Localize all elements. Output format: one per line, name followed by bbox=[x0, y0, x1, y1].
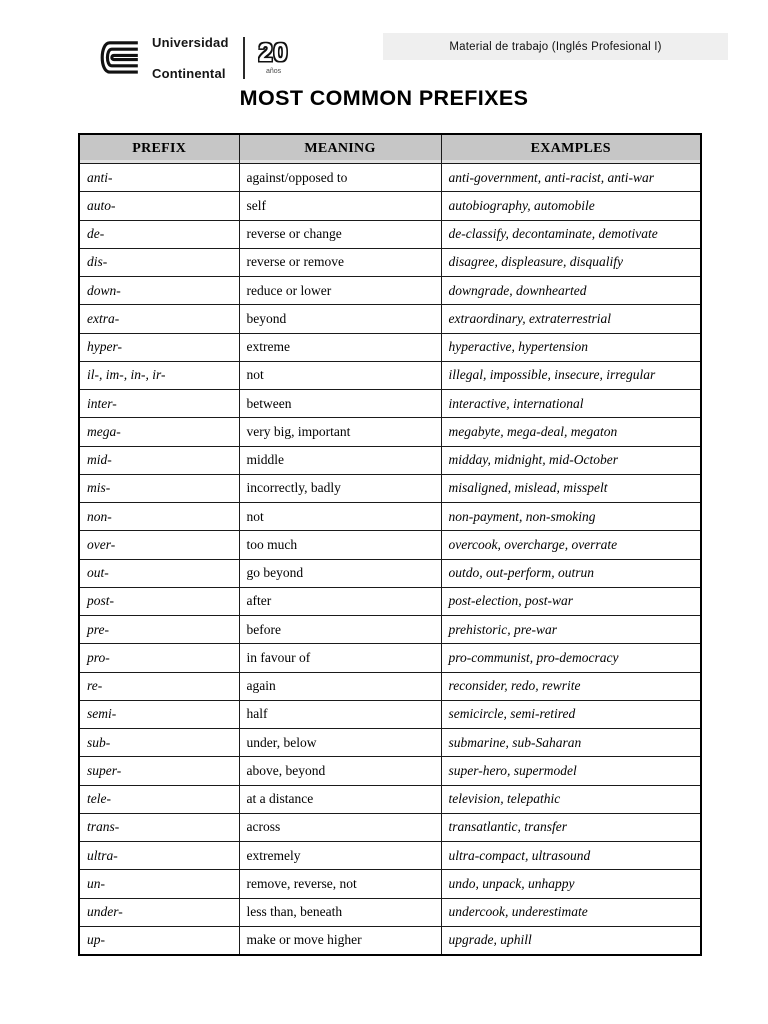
meaning-cell: extremely bbox=[239, 842, 441, 870]
meaning-cell: against/opposed to bbox=[239, 164, 441, 192]
examples-cell: downgrade, downhearted bbox=[441, 277, 701, 305]
meaning-cell: before bbox=[239, 616, 441, 644]
examples-cell: interactive, international bbox=[441, 390, 701, 418]
table-row bbox=[79, 531, 701, 559]
examples-cell: undo, unpack, unhappy bbox=[441, 870, 701, 898]
examples-cell: ultra-compact, ultrasound bbox=[441, 842, 701, 870]
meaning-cell: extreme bbox=[239, 333, 441, 361]
column-header-prefix: PREFIX bbox=[79, 134, 239, 164]
table-row bbox=[79, 390, 701, 418]
table-row bbox=[79, 616, 701, 644]
prefix-cell: hyper- bbox=[79, 333, 239, 361]
anniversary-20-logo bbox=[259, 41, 289, 75]
table-header bbox=[79, 134, 701, 164]
examples-cell: hyperactive, hypertension bbox=[441, 333, 701, 361]
prefix-cell: up- bbox=[79, 926, 239, 955]
university-name-line2: Continental bbox=[152, 65, 226, 81]
meaning-cell: above, beyond bbox=[239, 757, 441, 785]
prefix-cell: mega- bbox=[79, 418, 239, 446]
anniversary-number: 20 bbox=[258, 39, 289, 67]
meaning-cell: not bbox=[239, 503, 441, 531]
table-row bbox=[79, 842, 701, 870]
meaning-cell: reduce or lower bbox=[239, 277, 441, 305]
prefix-cell: trans- bbox=[79, 813, 239, 841]
table-row bbox=[79, 870, 701, 898]
meaning-cell: between bbox=[239, 390, 441, 418]
meaning-cell: make or move higher bbox=[239, 926, 441, 955]
column-header-meaning: MEANING bbox=[239, 134, 441, 164]
prefix-cell: over- bbox=[79, 531, 239, 559]
prefix-cell: un- bbox=[79, 870, 239, 898]
prefix-cell: tele- bbox=[79, 785, 239, 813]
table-row bbox=[79, 729, 701, 757]
examples-cell: extraordinary, extraterrestrial bbox=[441, 305, 701, 333]
prefix-cell: pro- bbox=[79, 644, 239, 672]
examples-cell: anti-government, anti-racist, anti-war bbox=[441, 164, 701, 192]
meaning-cell: remove, reverse, not bbox=[239, 870, 441, 898]
prefix-cell: down- bbox=[79, 277, 239, 305]
examples-cell: television, telepathic bbox=[441, 785, 701, 813]
prefix-cell: inter- bbox=[79, 390, 239, 418]
prefix-cell: anti- bbox=[79, 164, 239, 192]
meaning-cell: half bbox=[239, 700, 441, 728]
examples-cell: semicircle, semi-retired bbox=[441, 700, 701, 728]
examples-cell: midday, midnight, mid-October bbox=[441, 446, 701, 474]
prefix-cell: post- bbox=[79, 587, 239, 615]
examples-cell: de-classify, decontaminate, demotivate bbox=[441, 220, 701, 248]
prefix-cell: re- bbox=[79, 672, 239, 700]
prefixes-table bbox=[78, 133, 702, 956]
meaning-cell: middle bbox=[239, 446, 441, 474]
table-row bbox=[79, 757, 701, 785]
prefix-cell: auto- bbox=[79, 192, 239, 220]
prefix-cell: pre- bbox=[79, 616, 239, 644]
table-row bbox=[79, 192, 701, 220]
examples-cell: misaligned, mislead, misspelt bbox=[441, 474, 701, 502]
prefix-cell: out- bbox=[79, 559, 239, 587]
table-row bbox=[79, 587, 701, 615]
examples-cell: super-hero, supermodel bbox=[441, 757, 701, 785]
meaning-cell: across bbox=[239, 813, 441, 841]
prefix-cell: de- bbox=[79, 220, 239, 248]
continental-c-logo-icon bbox=[94, 39, 142, 77]
prefix-cell: super- bbox=[79, 757, 239, 785]
prefix-cell: mid- bbox=[79, 446, 239, 474]
table-row bbox=[79, 785, 701, 813]
table-row bbox=[79, 164, 701, 192]
table-row bbox=[79, 474, 701, 502]
prefix-cell: sub- bbox=[79, 729, 239, 757]
table-row bbox=[79, 418, 701, 446]
brand-divider bbox=[243, 37, 245, 79]
examples-cell: outdo, out-perform, outrun bbox=[441, 559, 701, 587]
examples-cell: disagree, displeasure, disqualify bbox=[441, 248, 701, 276]
table-row bbox=[79, 644, 701, 672]
examples-cell: upgrade, uphill bbox=[441, 926, 701, 955]
table-row bbox=[79, 220, 701, 248]
examples-cell: megabyte, mega-deal, megaton bbox=[441, 418, 701, 446]
meaning-cell: under, below bbox=[239, 729, 441, 757]
university-name bbox=[152, 35, 229, 81]
column-header-examples: EXAMPLES bbox=[441, 134, 701, 164]
meaning-cell: incorrectly, badly bbox=[239, 474, 441, 502]
table-row bbox=[79, 813, 701, 841]
examples-cell: illegal, impossible, insecure, irregular bbox=[441, 361, 701, 389]
prefix-cell: non- bbox=[79, 503, 239, 531]
meaning-cell: too much bbox=[239, 531, 441, 559]
meaning-cell: again bbox=[239, 672, 441, 700]
prefix-cell: semi- bbox=[79, 700, 239, 728]
table-row bbox=[79, 898, 701, 926]
table-row bbox=[79, 559, 701, 587]
examples-cell: overcook, overcharge, overrate bbox=[441, 531, 701, 559]
university-name-line1: Universidad bbox=[152, 35, 229, 50]
meaning-cell: less than, beneath bbox=[239, 898, 441, 926]
page-title: MOST COMMON PREFIXES bbox=[239, 86, 529, 110]
prefix-cell: il-, im-, in-, ir- bbox=[79, 361, 239, 389]
table-row bbox=[79, 277, 701, 305]
prefix-cell: dis- bbox=[79, 248, 239, 276]
prefix-table-body bbox=[79, 164, 701, 956]
table-row bbox=[79, 672, 701, 700]
examples-cell: transatlantic, transfer bbox=[441, 813, 701, 841]
meaning-cell: go beyond bbox=[239, 559, 441, 587]
prefix-cell: under- bbox=[79, 898, 239, 926]
examples-cell: pro-communist, pro-democracy bbox=[441, 644, 701, 672]
meaning-cell: beyond bbox=[239, 305, 441, 333]
table-row bbox=[79, 446, 701, 474]
table-row bbox=[79, 248, 701, 276]
meaning-cell: after bbox=[239, 587, 441, 615]
meaning-cell: very big, important bbox=[239, 418, 441, 446]
meaning-cell: reverse or change bbox=[239, 220, 441, 248]
examples-cell: autobiography, automobile bbox=[441, 192, 701, 220]
prefix-cell: mis- bbox=[79, 474, 239, 502]
meaning-cell: reverse or remove bbox=[239, 248, 441, 276]
examples-cell: undercook, underestimate bbox=[441, 898, 701, 926]
meaning-cell: in favour of bbox=[239, 644, 441, 672]
table-row bbox=[79, 926, 701, 955]
university-brand bbox=[94, 34, 288, 82]
table-row bbox=[79, 305, 701, 333]
examples-cell: reconsider, redo, rewrite bbox=[441, 672, 701, 700]
examples-cell: post-election, post-war bbox=[441, 587, 701, 615]
table-row bbox=[79, 503, 701, 531]
meaning-cell: self bbox=[239, 192, 441, 220]
course-banner: Material de trabajo (Inglés Profesional I) bbox=[383, 33, 728, 60]
table-row bbox=[79, 361, 701, 389]
examples-cell: prehistoric, pre-war bbox=[441, 616, 701, 644]
examples-cell: submarine, sub-Saharan bbox=[441, 729, 701, 757]
anniversary-caption: años bbox=[265, 68, 282, 75]
examples-cell: non-payment, non-smoking bbox=[441, 503, 701, 531]
prefix-cell: ultra- bbox=[79, 842, 239, 870]
meaning-cell: not bbox=[239, 361, 441, 389]
header-row bbox=[79, 134, 701, 164]
prefix-cell: extra- bbox=[79, 305, 239, 333]
table-row bbox=[79, 333, 701, 361]
table-row bbox=[79, 700, 701, 728]
meaning-cell: at a distance bbox=[239, 785, 441, 813]
